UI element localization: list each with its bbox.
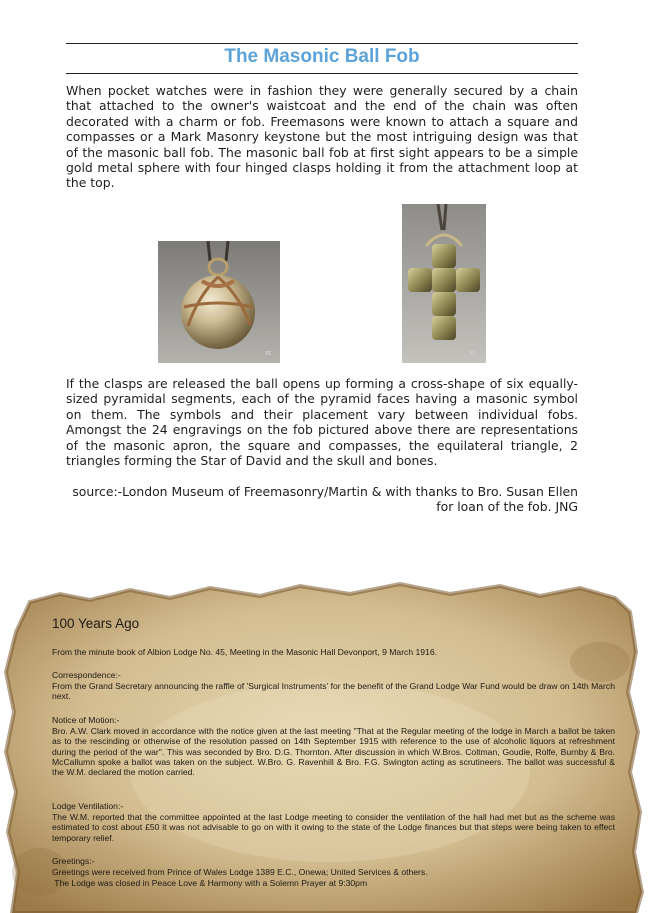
motion-label: Notice of Motion:- bbox=[52, 715, 120, 725]
article-paragraph-2: If the clasps are released the ball opens up forming a cross-shape of six equally-sized pyramidal segments, each of the pyramid faces having a masonic symbol on them. The symbols and their placement vary between individual fobs. Amongst the 24 engravings on the fob pictured above there are representations of the masonic apron, the square and compasses, the equilateral triangle, 2 triangles forming the Star of David and the skull and bones. bbox=[66, 376, 578, 469]
ball-fob-open-drawing bbox=[402, 204, 486, 363]
article-source: source:-London Museum of Freemasonry/Martin & with thanks to Bro. Susan Ellen for loan of the fob. JNG bbox=[72, 484, 578, 515]
greetings-label: Greetings:- bbox=[52, 856, 95, 866]
ventilation-label: Lodge Ventilation:- bbox=[52, 801, 124, 811]
history-intro: From the minute book of Albion Lodge No. 45, Meeting in the Masonic Hall Devonport, 9 March 1916. bbox=[52, 647, 438, 657]
title-rule-bottom bbox=[66, 73, 578, 74]
history-heading: 100 Years Ago bbox=[52, 616, 140, 631]
closing-text: The Lodge was closed in Peace Love & Harmony with a Solemn Prayer at 9:30pm bbox=[52, 878, 368, 888]
ball-fob-closed-photo bbox=[158, 241, 280, 363]
article-paragraph-1: When pocket watches were in fashion they were generally secured by a chain that attached to the owner's waistcoat and the end of the chain was often decorated with a charm or fob. Freemasons were known to attach a square and compasses or a Mark Masonry keystone but the most intriguing design was that of the masonic ball fob. The masonic ball fob at first sight appears to be a simple gold metal sphere with four hinged clasps holding it from the attachment loop at the top. bbox=[66, 83, 578, 191]
ball-fob-open-photo bbox=[402, 204, 486, 363]
photo-mark: PC bbox=[469, 351, 476, 357]
correspondence-text: From the Grand Secretary announcing the raffle of 'Surgical Instruments' for the benefit of the Grand Lodge War Fund would be draw on 14th March next. bbox=[52, 681, 615, 702]
ball-fob-closed-drawing bbox=[158, 241, 280, 363]
greetings-text: Greetings were received from Prince of Wales Lodge 1389 E.C., Onewa; United Services & others. bbox=[52, 867, 428, 877]
article-title: The Masonic Ball Fob bbox=[224, 46, 420, 67]
title-rule-top bbox=[66, 43, 578, 44]
motion-text: Bro. A.W. Clark moved in accordance with the notice given at the last meeting "That at the Regular meeting of the lodge in March a ballot be taken as to the rescinding or otherwise of the resolution passed on 14th September 1915 with reference to the use of alcoholic liquors at refreshment during the period of the war". This was seconded by Bro. D.G. Thornton. After discussion in which W.Bros. Coltman, Goudie, Rolfe, Burnby & Bro. McCallumn spoke a ballot was taken on the subject. W.Bro. G. Ravenhill & Bro. F.G. Swington acting as scrutineers. The ballot was successful & the W.M. declared the motion carried. bbox=[52, 726, 615, 778]
correspondence-label: Correspondence:- bbox=[52, 670, 121, 680]
photo-mark: PC bbox=[265, 351, 272, 357]
ventilation-text: The W.M. reported that the committee appointed at the last Lodge meeting to consider the ventilation of the hall had met but as the scheme was estimated to cost about £50 it was not advisable to go on with it owing to the state of the Lodge finances but that steps were being taken to effect temporary relief. bbox=[52, 812, 615, 843]
